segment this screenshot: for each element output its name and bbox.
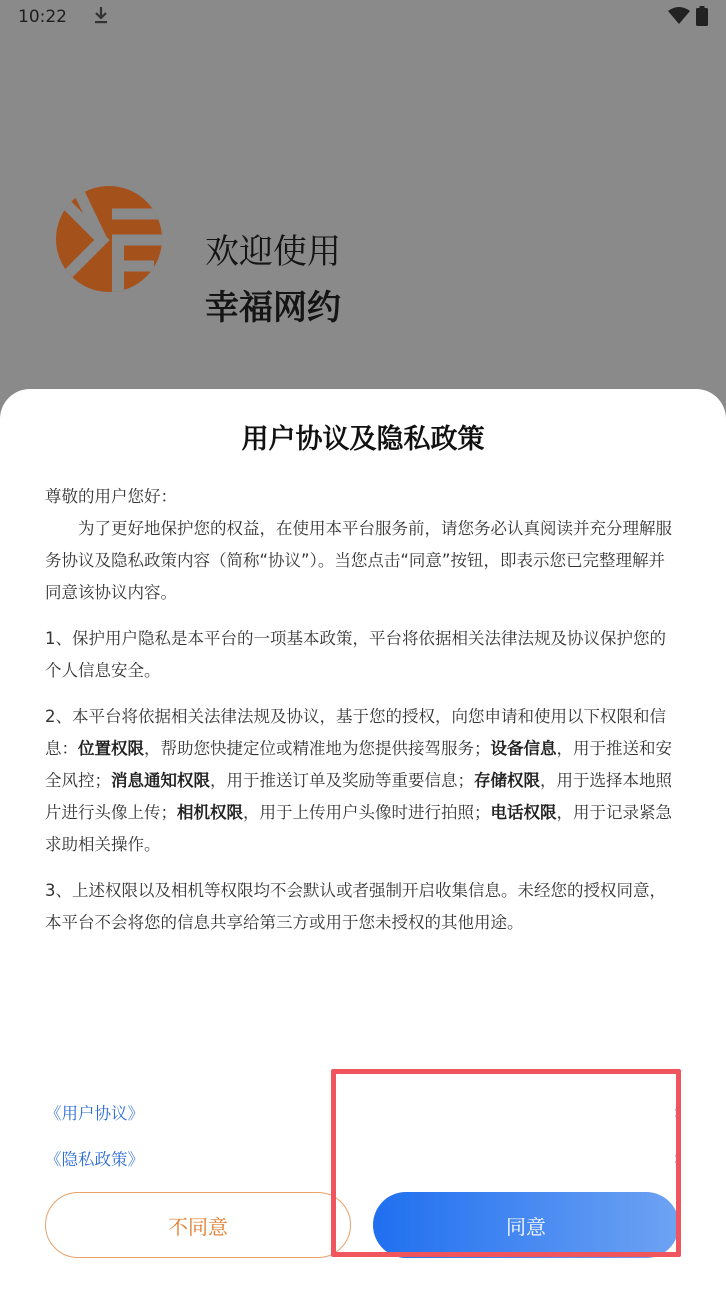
status-bar [0, 0, 726, 34]
status-time: 10:22 [18, 7, 67, 27]
privacy-policy-link[interactable] [45, 1141, 681, 1175]
decline-button[interactable]: 不同意 [45, 1192, 351, 1258]
welcome-text: 欢迎使用 [205, 232, 341, 272]
agree-button[interactable]: 同意 [373, 1192, 679, 1258]
phone-permission: 电话权限 [490, 803, 557, 822]
storage-permission: 存储权限 [474, 771, 540, 790]
location-permission: 位置权限 [78, 739, 144, 758]
chevron-right-icon: › [673, 1146, 681, 1170]
chevron-right-icon: › [673, 1100, 681, 1124]
privacy-policy-label[interactable]: 《隐私政策》 [45, 1150, 144, 1169]
user-agreement-link[interactable] [45, 1095, 681, 1129]
battery-icon [696, 6, 708, 31]
clause-3: 3、上述权限以及相机等权限均不会默认或者强制开启收集信息。未经您的授权同意，本平台不会将您的信息共享给第三方或用于您未授权的其他用途。 [45, 881, 666, 932]
user-agreement-label[interactable]: 《用户协议》 [45, 1104, 144, 1123]
camera-permission: 相机权限 [177, 803, 243, 822]
notification-permission: 消息通知权限 [111, 771, 210, 790]
intro-paragraph: 为了更好地保护您的权益，在使用本平台服务前，请您务必认真阅读并充分理解服务协议及隐私政策内容（简称“协议”）。当您点击“同意”按钮，即表示您已完整理解并同意该协议内容。 [45, 519, 672, 602]
app-name: 幸福网约 [205, 288, 341, 328]
agreement-dialog [0, 389, 726, 1290]
clause-2: 2、本平台将依据相关法律法规及协议，基于您的授权，向您申请和使用以下权限和信息：位置权限，帮助您快捷定位或精准地为您提供接驾服务；设备信息，用于推送和安全风控；消息通知权限，用于推送订单及奖励等重要信息；存储权限，用于选择本地照片进行头像上传；相机权限，用于上传用户头像时进行拍照；电话权限，用于记录紧急求助相关操作。 [45, 707, 672, 854]
clause-1: 1、保护用户隐私是本平台的一项基本政策，平台将依据相关法律法规及协议保护您的个人信息安全。 [45, 629, 666, 680]
app-logo [54, 184, 164, 294]
agreement-content [45, 481, 681, 939]
device-info: 设备信息 [490, 739, 557, 758]
greeting: 尊敬的用户您好： [45, 487, 177, 506]
download-icon [93, 6, 109, 29]
welcome-header [0, 34, 726, 390]
wifi-icon [668, 7, 690, 30]
dialog-title: 用户协议及隐私政策 [241, 424, 485, 455]
